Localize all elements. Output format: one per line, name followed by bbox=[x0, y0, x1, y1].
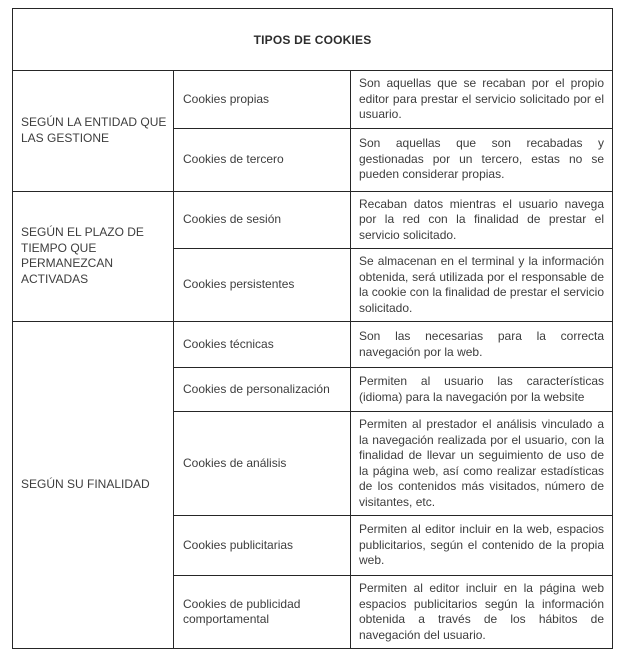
category-cell-plazo: SEGÚN EL PLAZO DE TIEMPO QUE PERMANEZCAN ACTIVADAS bbox=[13, 191, 174, 322]
cookie-type-analisis: Cookies de análisis bbox=[174, 412, 351, 516]
cookie-type-publicitarias: Cookies publicitarias bbox=[174, 516, 351, 576]
table-row bbox=[13, 322, 613, 368]
table-row bbox=[13, 71, 613, 129]
cookie-type-propias: Cookies propias bbox=[174, 71, 351, 129]
cookie-description-analisis: Permiten al prestador el análisis vinculado a la navegación realizada por el usuario, con la finalidad de llevar un seguimiento de uso de la página web, así como realizar estadísticas de los contenidos más visitados, número de visitantes, etc. bbox=[351, 412, 613, 516]
cookie-description-propias: Son aquellas que se recaban por el propio editor para prestar el servicio solicitado por el usuario. bbox=[351, 71, 613, 129]
cookie-description-sesion: Recaban datos mientras el usuario navega por la red con la finalidad de prestar el servicio solicitado. bbox=[351, 191, 613, 249]
cookie-description-tecnicas: Son las necesarias para la correcta navegación por la web. bbox=[351, 322, 613, 368]
cookie-description-tercero: Son aquellas que son recabadas y gestionadas por un tercero, estas no se pueden considerar propias. bbox=[351, 128, 613, 191]
cookie-type-sesion: Cookies de sesión bbox=[174, 191, 351, 249]
cookie-description-personalizacion: Permiten al usuario las características (idioma) para la navegación por la website bbox=[351, 368, 613, 412]
cookie-type-persistentes: Cookies persistentes bbox=[174, 249, 351, 322]
category-cell-entidad: SEGÚN LA ENTIDAD QUE LAS GESTIONE bbox=[13, 71, 174, 192]
cookie-type-publicidad-comportamental: Cookies de publicidad comportamental bbox=[174, 576, 351, 649]
cookie-description-publicidad-comportamental: Permiten al editor incluir en la página web espacios publicitarios según la información obtenida a través de los hábitos de navegación del usuario. bbox=[351, 576, 613, 649]
cookie-types-table bbox=[12, 8, 613, 649]
cookie-type-tercero: Cookies de tercero bbox=[174, 128, 351, 191]
cookie-description-publicitarias: Permiten al editor incluir en la web, espacios publicitarios, según el contenido de la propia web. bbox=[351, 516, 613, 576]
cookie-type-tecnicas: Cookies técnicas bbox=[174, 322, 351, 368]
cookie-description-persistentes: Se almacenan en el terminal y la información obtenida, será utilizada por el responsable de la cookie con la finalidad de prestar el servicio solicitado. bbox=[351, 249, 613, 322]
category-cell-finalidad: SEGÚN SU FINALIDAD bbox=[13, 322, 174, 649]
table-header-row bbox=[13, 9, 613, 71]
cookie-type-personalizacion: Cookies de personalización bbox=[174, 368, 351, 412]
table-row bbox=[13, 191, 613, 249]
table-title: TIPOS DE COOKIES bbox=[13, 9, 613, 71]
